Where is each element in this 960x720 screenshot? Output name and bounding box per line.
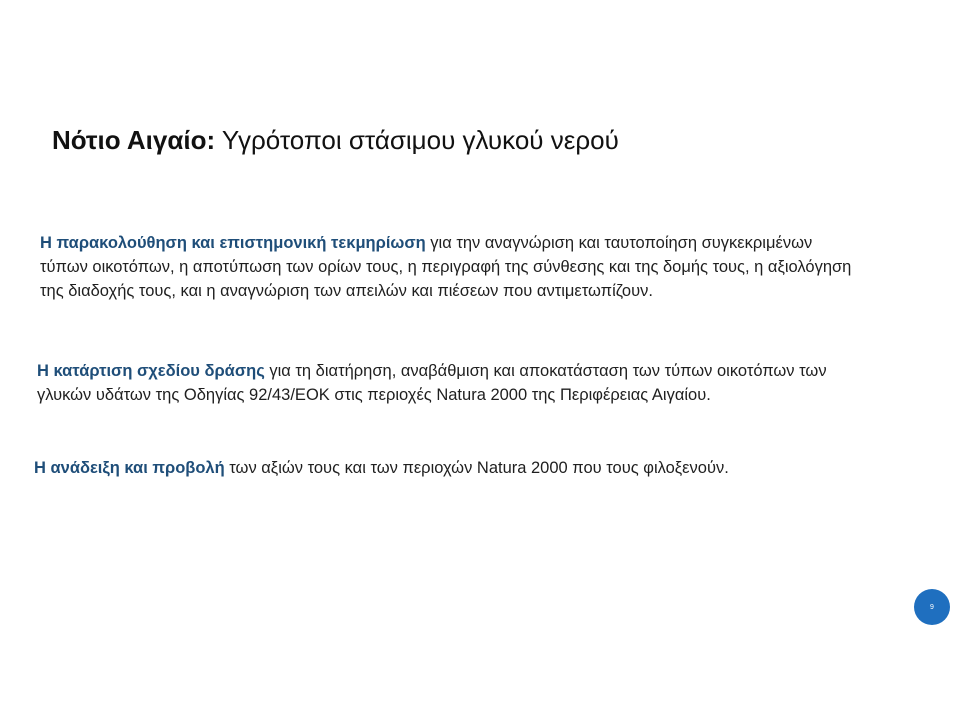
paragraph-lead: Η παρακολούθηση και επιστημονική τεκμηρίωση	[40, 234, 426, 252]
page-number-badge	[914, 589, 950, 625]
paragraph-text: για την αναγνώριση και ταυτοποίηση συγκεκριμένων τύπων οικοτόπων, η αποτύπωση των ορίων τους, η περιγραφή της σύνθεσης και της δομής τους, η αξιολόγηση της διαδοχής τους, και η αναγνώριση των απειλών και πιέσεων που αντιμετωπίζουν.	[40, 234, 852, 300]
slide-title-topic: Υγρότοποι στάσιμου γλυκού νερού	[215, 125, 619, 155]
paragraph-monitoring	[40, 231, 860, 303]
paragraph-action-plan	[37, 359, 837, 407]
paragraph-text: των αξιών τους και των περιοχών Natura 2000 που τους φιλοξενούν.	[224, 459, 729, 477]
paragraph-lead: Η ανάδειξη και προβολή	[34, 459, 225, 477]
paragraph-promotion	[34, 456, 854, 480]
page-number: 9	[930, 603, 934, 611]
slide-title-region: Νότιο Αιγαίο:	[52, 125, 216, 155]
slide-title	[52, 122, 619, 158]
paragraph-lead: Η κατάρτιση σχεδίου δράσης	[37, 362, 265, 380]
paragraph-text: για τη διατήρηση, αναβάθμιση και αποκατάσταση των τύπων οικοτόπων των γλυκών υδάτων της Οδηγίας 92/43/ΕΟΚ στις περιοχές Natura 2000 της Περιφέρειας Αιγαίου.	[37, 362, 827, 404]
